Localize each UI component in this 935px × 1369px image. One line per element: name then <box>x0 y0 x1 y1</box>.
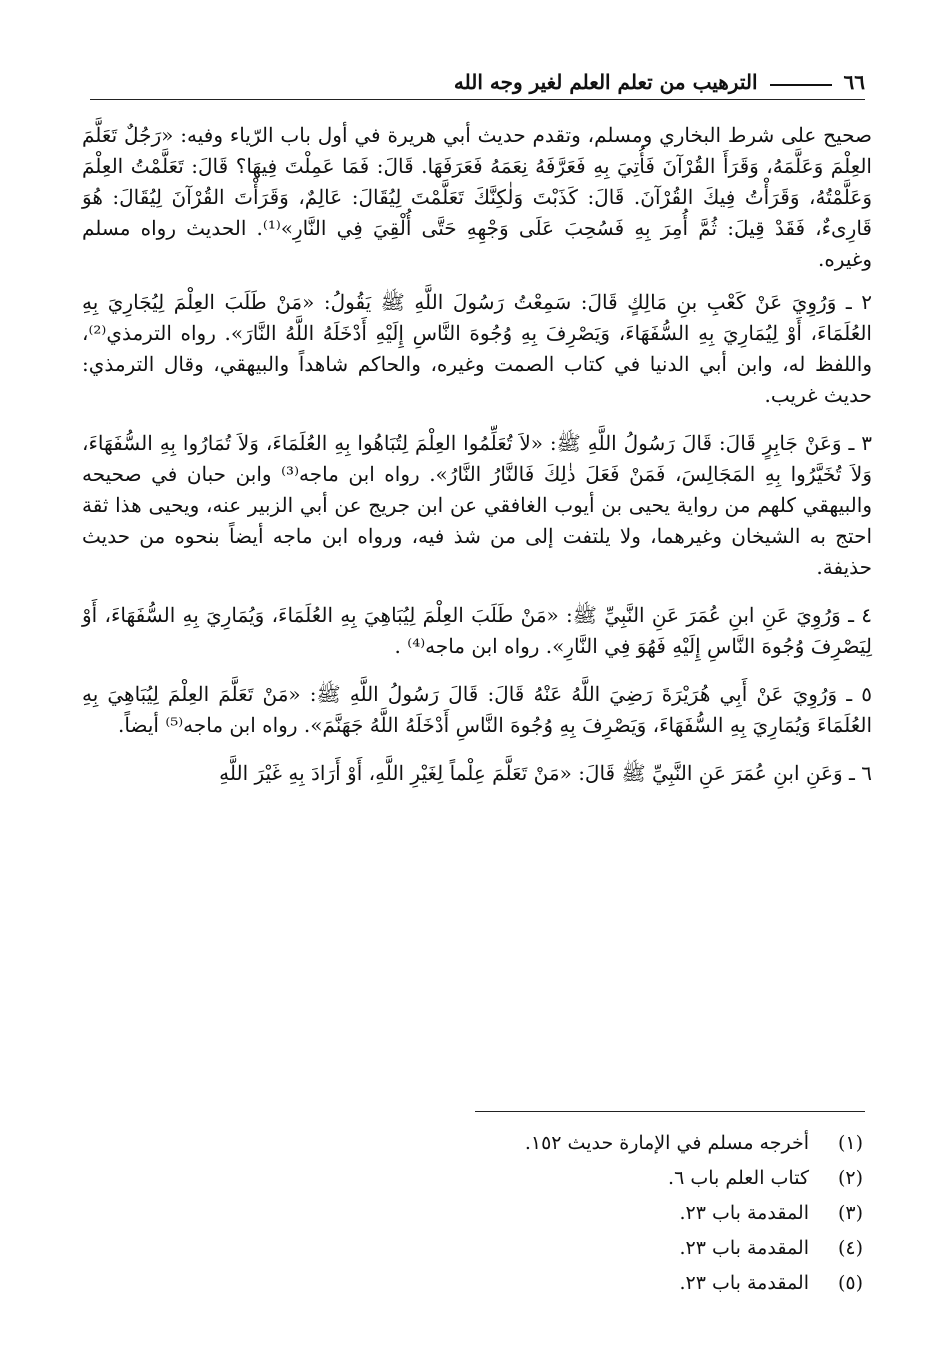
paragraph-hadith-6: ٦ ـ وَعَنِ ابنِ عُمَرَ عَنِ النَّبِيِّ ﷺ قَالَ: «مَنْ تَعَلَّمَ عِلْماً لِغَيْرِ اللَّهِ، أَوْ أَرَادَ بِهِ غَيْرَ اللَّهِ <box>219 761 872 785</box>
footnote-number: (٤) <box>837 1237 863 1259</box>
footnote-item <box>83 1126 863 1161</box>
footnote-item <box>83 1196 863 1231</box>
footnote-item <box>83 1231 863 1266</box>
footnote-rule <box>475 1111 865 1112</box>
footnote-number: (١) <box>837 1132 863 1154</box>
footnote-text: أخرجه مسلم في الإمارة حديث ١٥٢. <box>524 1132 809 1154</box>
footnote-text: المقدمة باب ٢٣. <box>679 1202 809 1224</box>
footnote-text: المقدمة باب ٢٣. <box>679 1272 809 1294</box>
page-header <box>92 62 865 98</box>
footnote-item <box>83 1266 863 1301</box>
footnote-item <box>83 1161 863 1196</box>
paragraph-hadith-4: ٤ ـ وَرُوِيَ عَنِ ابنِ عُمَرَ عَنِ النَّبِيِّ ﷺ: «مَنْ طَلَبَ العِلْمَ لِيُبَاهِيَ بِهِ العُلَمَاءَ، وَيُمَارِيَ بِهِ السُّفَهَاءَ، أَوْ لِيَصْرِفَ وُجُوهَ النَّاسِ إِلَيْهِ فَهُوَ فِي النَّارِ». رواه ابن ماجه⁽⁴⁾ . <box>82 603 872 658</box>
footnote-number: (٥) <box>837 1272 863 1294</box>
paragraph-intro: صحيح على شرط البخاري ومسلم، وتقدم حديث أبي هريرة في أول باب الرّياء وفيه: «رَجُلٌ تَعَلَّمَ العِلْمَ وَعَلَّمَهُ، وَقَرَأَ القُرْآنَ فَأُتِيَ بِهِ فَعَرَّفَهُ نِعَمَهُ فَعَرَفَهَا. قَالَ: فَمَا عَمِلْتَ فِيهَا؟ قَالَ: تَعَلَّمْتُ العِلْمَ وَعَلَّمْتُهُ، وَقَرَأْتُ فِيكَ القُرْآنَ. قَالَ: كَذَبْتَ وَلٰكِنَّكَ تَعَلَّمْتَ لِيُقَالَ: عَالِمٌ، وَقَرَأْتَ القُرْآنَ لِيُقَالَ: هُوَ قَارِىءٌ، فَقَدْ قِيلَ: ثُمَّ أُمِرَ بِهِ فَسُحِبَ عَلَى وَجْهِهِ حَتَّى أُلْقِيَ فِي النَّارِ»⁽¹⁾. الحديث رواه مسلم وغيره. <box>82 123 872 271</box>
main-text <box>82 120 872 806</box>
header-underline <box>90 99 865 100</box>
paragraph-hadith-5: ٥ ـ وَرُوِيَ عَنْ أَبِي هُرَيْرَةَ رَضِيَ اللَّهُ عَنْهُ قَالَ: قَالَ رَسُولُ اللَّهِ ﷺ: «مَنْ تَعَلَّمَ العِلْمَ لِيُبَاهِيَ بِهِ العُلَمَاءَ وَيُمَارِيَ بِهِ السُّفَهَاءَ، وَيَصْرِفَ بِهِ وُجُوهَ النَّاسِ أَدْخَلَهُ اللَّهُ جَهَنَّمَ». رواه ابن ماجه⁽⁵⁾ أيضاً. <box>82 682 872 737</box>
header-rule <box>770 84 832 86</box>
footnotes <box>83 1126 863 1301</box>
footnote-number: (٢) <box>837 1167 863 1189</box>
footnote-number: (٣) <box>837 1202 863 1224</box>
page-number: ٦٦ <box>843 70 865 94</box>
paragraph-hadith-2: ٢ ـ وَرُوِيَ عَنْ كَعْبِ بنِ مَالِكٍ قَالَ: سَمِعْتُ رَسُولَ اللَّهِ ﷺ يَقُولُ: «مَنْ طَلَبَ العِلْمَ لِيُجَارِيَ بِهِ العُلَمَاءَ، أَوْ لِيُمَارِيَ بِهِ السُّفَهَاءَ، وَيَصْرِفَ بِهِ وُجُوهَ النَّاسِ إِلَيْهِ أَدْخَلَهُ اللَّهُ النَّارَ». رواه الترمذي⁽²⁾، واللفظ له، وابن أبي الدنيا في كتاب الصمت وغيره، والحاكم شاهداً والبيهقي، وقال الترمذي: حديث غريب. <box>82 290 872 407</box>
footnote-text: كتاب العلم باب ٦. <box>668 1167 809 1189</box>
running-title: الترهيب من تعلم العلم لغير وجه الله <box>453 70 758 94</box>
paragraph-hadith-3: ٣ ـ وَعَنْ جَابِرٍ قَالَ: قَالَ رَسُولُ اللَّهِ ﷺ: «لاَ تُعَلِّمُوا العِلْمَ لِتُبَاهُوا بِهِ العُلَمَاءَ، وَلاَ تُمَارُوا بِهِ السُّفَهَاءَ، وَلاَ تُخَيَّرُوا بِهِ المَجَالِسَ، فَمَنْ فَعَلَ ذٰلِكَ فَالنَّارُ النَّارُ». رواه ابن ماجه⁽³⁾ وابن حبان في صحيحه والبيهقي كلهم من رواية يحيى بن أيوب الغافقي عن ابن جريج عن أبي الزبير عنه، ويحيى هذا ثقة احتج به الشيخان وغيرهما، ولا يلتفت إلى من شذ فيه، ورواه ابن ماجه أيضاً بنحوه من حديث حذيفة. <box>82 431 872 579</box>
footnote-text: المقدمة باب ٢٣. <box>679 1237 809 1259</box>
